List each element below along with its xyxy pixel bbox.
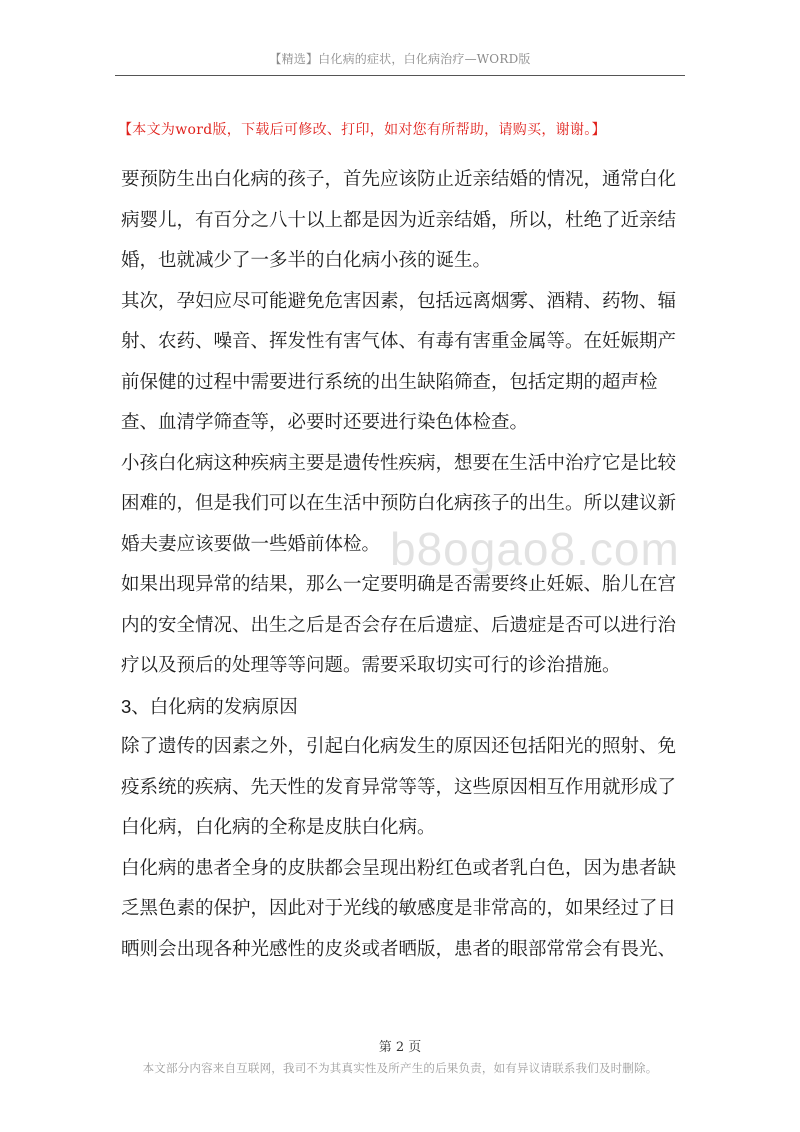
page-footer-disclaimer: 本文部分内容来自互联网，我司不为其真实性及所产生的后果负责，如有异议请联系我们及时删除。 (142, 1061, 658, 1075)
watermark: b8ogao8.com (390, 523, 680, 575)
page-number: 第 2 页 (378, 1040, 422, 1055)
document-body (121, 160, 687, 970)
text-line: 其次，孕妇应尽可能避免危害因素，包括远离烟雾、酒精、药物、辐 (121, 290, 677, 312)
download-notice: 【本文为word版，下载后可修改、打印，如对您有所帮助，请购买，谢谢。】 (118, 122, 606, 138)
text-line: 疗以及预后的处理等等问题。需要采取切实可行的诊治措施。 (121, 655, 621, 676)
text-line: 婚，也就减少了一多半的白化病小孩的诞生。 (121, 250, 492, 271)
paragraph-4 (121, 565, 687, 687)
text-line: 射、农药、噪音、挥发性有害气体、有毒有害重金属等。在妊娠期产 (121, 331, 677, 352)
text-line: 小孩白化病这种疾病主要是遗传性疾病，想要在生活中治疗它是比较 (121, 452, 677, 474)
text-line: 困难的，但是我们可以在生活中预防白化病孩子的出生。所以建议新 (121, 493, 677, 514)
paragraph-2 (121, 282, 687, 444)
text-line: 除了遗传的因素之外，引起白化病发生的原因还包括阳光的照射、免 (121, 736, 677, 757)
text-line: 内的安全情况、出生之后是否会存在后遗症、后遗症是否可以进行治 (121, 614, 677, 636)
text-line: 前保健的过程中需要进行系统的出生缺陷筛查，包括定期的超声检 (121, 371, 658, 393)
text-line: 婚夫妻应该要做一些婚前体检。 (121, 533, 381, 555)
page-header: 【精选】白化病的症状，白化病治疗—WORD版 (269, 52, 531, 66)
paragraph-5 (121, 727, 687, 849)
text-line: 白化病，白化病的全称是皮肤白化病。 (121, 817, 436, 838)
text-line: 晒则会出现各种光感性的皮炎或者晒版，患者的眼部常常会有畏光、 (121, 938, 677, 960)
text-line: 乏黑色素的保护，因此对于光线的敏感度是非常高的，如果经过了日 (121, 898, 677, 919)
text-line: 疫系统的疾病、先天性的发育异常等等，这些原因相互作用就形成了 (121, 776, 677, 798)
paragraph-1 (121, 160, 687, 282)
paragraph-6 (121, 849, 687, 971)
text-line: 白化病的患者全身的皮肤都会呈现出粉红色或者乳白色，因为患者缺 (121, 857, 677, 879)
text-line: 病婴儿，有百分之八十以上都是因为近亲结婚，所以，杜绝了近亲结 (121, 209, 677, 231)
section-heading (121, 687, 687, 728)
paragraph-3 (121, 444, 687, 566)
section-heading-text: 3、白化病的发病原因 (121, 695, 298, 717)
text-line: 查、血清学筛查等，必要时还要进行染色体检查。 (121, 412, 529, 433)
header-divider (115, 75, 685, 76)
text-line: 要预防生出白化病的孩子，首先应该防止近亲结婚的情况，通常白化 (121, 169, 677, 190)
text-line: 如果出现异常的结果，那么一定要明确是否需要终止妊娠、胎儿在宫 (121, 574, 677, 595)
